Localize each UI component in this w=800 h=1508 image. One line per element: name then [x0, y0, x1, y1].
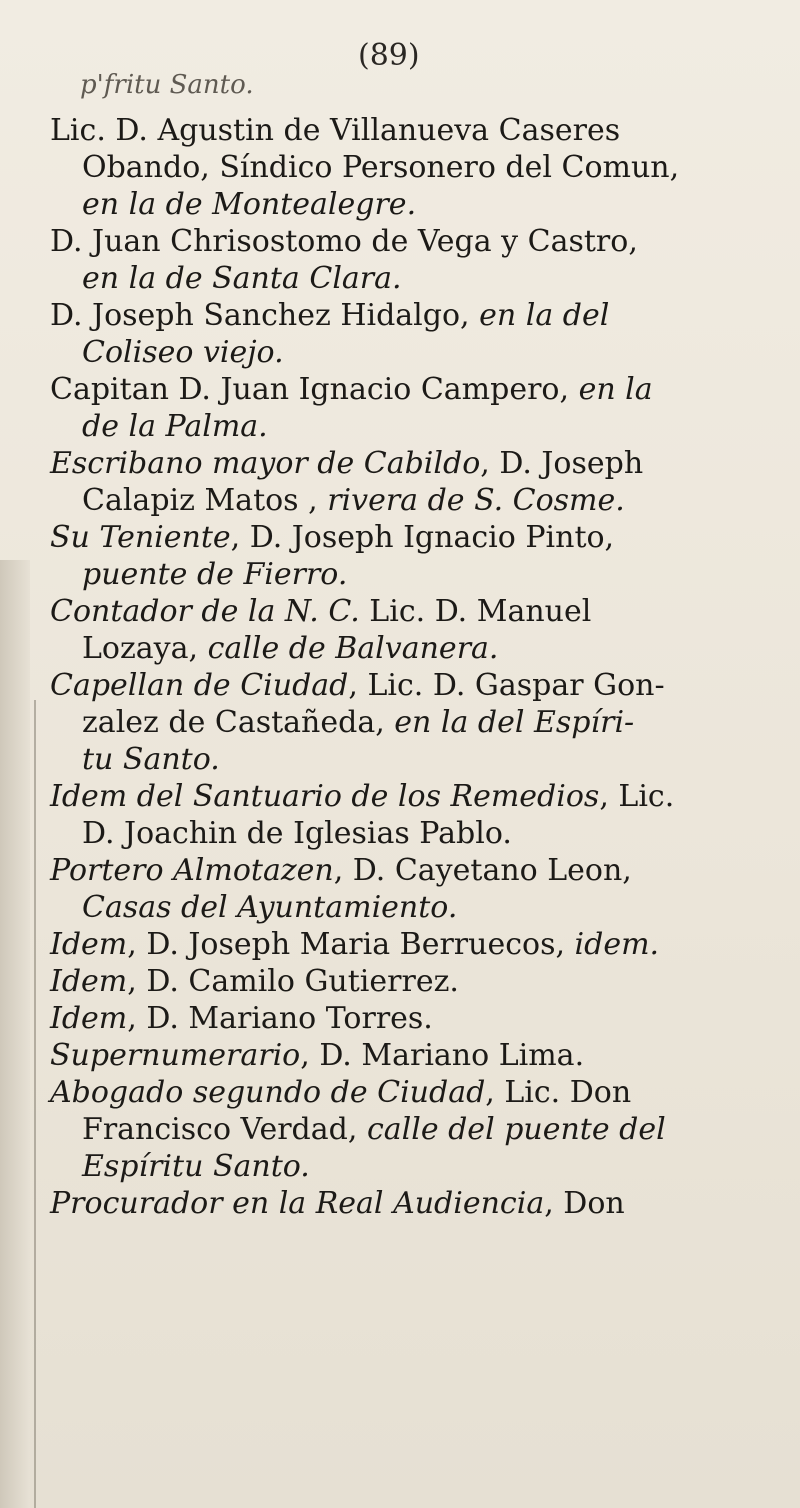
entry-first-line: [40, 963, 780, 1000]
entry-first-line: [40, 852, 780, 889]
roman-text: , Lic. Don: [485, 1075, 632, 1110]
directory-entry: [40, 926, 780, 963]
directory-entry: [40, 778, 780, 852]
entry-first-line: [40, 223, 780, 260]
roman-text: D. Joachin de Iglesias Pablo.: [82, 816, 512, 851]
roman-text: Capitan D. Juan Ignacio Campero,: [50, 372, 579, 407]
entry-first-line: [40, 926, 780, 963]
italic-text: en la de Santa Clara.: [82, 261, 402, 296]
roman-text: Lic. D. Manuel: [359, 594, 592, 629]
italic-text: en la del: [479, 298, 610, 333]
roman-text: Obando, Síndico Personero del Comun,: [82, 150, 680, 185]
directory-entry: [40, 1000, 780, 1037]
roman-text: Calapiz Matos ,: [82, 483, 328, 518]
entry-first-line: [40, 667, 780, 704]
entry-continuation-line: [40, 334, 780, 371]
directory-entry: [40, 297, 780, 371]
italic-text: Casas del Ayuntamiento.: [82, 890, 458, 925]
italic-text: idem.: [574, 927, 660, 962]
italic-text: tu Santo.: [82, 742, 220, 777]
italic-text: Idem: [50, 927, 128, 962]
entry-continuation-line: [40, 1148, 780, 1185]
italic-text: de la Palma.: [82, 409, 268, 444]
entry-continuation-line: [40, 741, 780, 778]
directory-entry: [40, 371, 780, 445]
directory-entry: [40, 593, 780, 667]
italic-text: Idem: [50, 964, 128, 999]
roman-text: , D. Camilo Gutierrez.: [127, 964, 459, 999]
directory-entries: [40, 112, 780, 1222]
entry-first-line: [40, 593, 780, 630]
italic-text: Capellan de Ciudad: [50, 668, 349, 703]
entry-continuation-line: [40, 482, 780, 519]
entry-first-line: [40, 1000, 780, 1037]
entry-continuation-line: [40, 815, 780, 852]
roman-text: , Lic.: [599, 779, 675, 814]
italic-text: Supernumerario: [50, 1038, 301, 1073]
entry-first-line: [40, 371, 780, 408]
entry-first-line: [40, 519, 780, 556]
entry-first-line: [40, 112, 780, 149]
italic-text: puente de Fierro.: [82, 557, 348, 592]
italic-text: Escribano mayor de Cabildo: [50, 446, 481, 481]
roman-text: Lozaya,: [82, 631, 208, 666]
roman-text: D. Joseph Sanchez Hidalgo,: [50, 298, 480, 333]
page-number: (89): [358, 38, 420, 73]
entry-continuation-line: [40, 408, 780, 445]
entry-continuation-line: [40, 704, 780, 741]
directory-entry: [40, 1074, 780, 1185]
directory-entry: [40, 963, 780, 1000]
entry-first-line: [40, 1037, 780, 1074]
directory-entry: [40, 1185, 780, 1222]
italic-text: calle de Balvanera.: [207, 631, 499, 666]
italic-text: Su Teniente: [50, 520, 231, 555]
italic-text: Portero Almotazen: [50, 853, 334, 888]
roman-text: Francisco Verdad,: [82, 1112, 367, 1147]
italic-text: Idem del Santuario de los Remedios: [50, 779, 600, 814]
roman-text: D. Juan Chrisostomo de Vega y Castro,: [50, 224, 638, 259]
entry-continuation-line: [40, 1111, 780, 1148]
roman-text: , D. Joseph Maria Berruecos,: [127, 927, 575, 962]
entry-first-line: [40, 445, 780, 482]
italic-text: calle del puente del: [366, 1112, 666, 1147]
entry-continuation-line: [40, 889, 780, 926]
roman-text: , D. Cayetano Leon,: [333, 853, 632, 888]
directory-entry: [40, 519, 780, 593]
roman-text: , D. Joseph Ignacio Pinto,: [230, 520, 615, 555]
directory-entry: [40, 667, 780, 778]
italic-text: Espíritu Santo.: [82, 1149, 310, 1184]
left-margin-rule: [34, 700, 36, 1508]
roman-text: zalez de Castañeda,: [82, 705, 395, 740]
running-head: p'fritu Santo.: [80, 70, 254, 100]
entry-continuation-line: [40, 149, 780, 186]
italic-text: en la de Montealegre.: [82, 187, 417, 222]
directory-entry: [40, 223, 780, 297]
roman-text: , D. Joseph: [480, 446, 644, 481]
roman-text: , D. Mariano Lima.: [300, 1038, 585, 1073]
entry-continuation-line: [40, 186, 780, 223]
roman-text: , D. Mariano Torres.: [127, 1001, 433, 1036]
entry-continuation-line: [40, 556, 780, 593]
italic-text: Idem: [50, 1001, 128, 1036]
italic-text: Abogado segundo de Ciudad: [50, 1075, 486, 1110]
entry-first-line: [40, 1185, 780, 1222]
italic-text: en la: [578, 372, 653, 407]
entry-first-line: [40, 1074, 780, 1111]
directory-entry: [40, 445, 780, 519]
directory-entry: [40, 112, 780, 223]
italic-text: Contador de la N. C.: [50, 594, 360, 629]
italic-text: en la del Espíri-: [394, 705, 635, 740]
roman-text: , Lic. D. Gaspar Gon-: [348, 668, 665, 703]
entry-continuation-line: [40, 630, 780, 667]
directory-entry: [40, 1037, 780, 1074]
roman-text: Lic. D. Agustin de Villanueva Caseres: [50, 113, 621, 148]
roman-text: , Don: [544, 1186, 625, 1221]
directory-entry: [40, 852, 780, 926]
entry-continuation-line: [40, 260, 780, 297]
italic-text: Procurador en la Real Audiencia: [50, 1186, 545, 1221]
page-binding-shadow: [0, 560, 30, 1508]
italic-text: rivera de S. Cosme.: [327, 483, 625, 518]
italic-text: Coliseo viejo.: [82, 335, 284, 370]
entry-first-line: [40, 778, 780, 815]
entry-first-line: [40, 297, 780, 334]
